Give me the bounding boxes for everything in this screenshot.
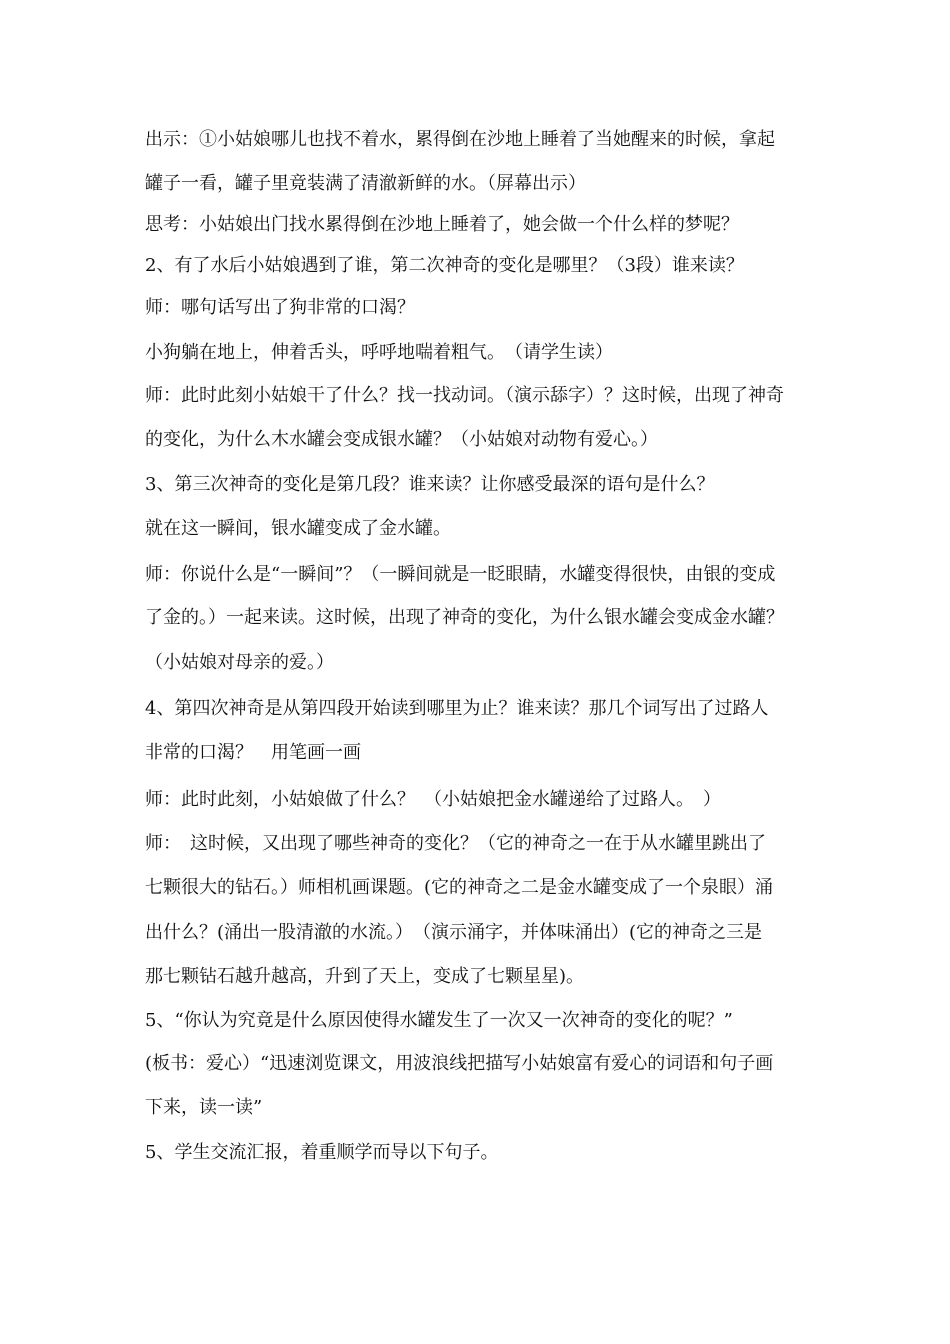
text-line: 七颗很大的钻石。）师相机画课题。(它的神奇之二是金水罐变成了一个泉眼）涌 [145, 877, 774, 898]
text-line: 师：你说什么是“一瞬间”？（一瞬间就是一眨眼睛，水罐变得很快，由银的变成 [145, 564, 776, 585]
text-line: 3、第三次神奇的变化是第几段？谁来读？让你感受最深的语句是什么？ [145, 474, 715, 495]
text-line: 了金的。）一起来读。这时候，出现了神奇的变化，为什么银水罐会变成金水罐？ [145, 607, 784, 628]
text-line: 思考：小姑娘出门找水累得倒在沙地上睡着了，她会做一个什么样的梦呢？ [145, 214, 739, 235]
text-line: 就在这一瞬间，银水罐变成了金水罐。 [145, 518, 451, 539]
text-line: 师：哪句话写出了狗非常的口渴？ [145, 297, 415, 318]
text-line: 那七颗钻石越升越高，升到了天上，变成了七颗星星)。 [145, 966, 585, 987]
text-line: （小姑娘对母亲的爱。） [145, 652, 334, 673]
text-line: 下来，读一读” [145, 1097, 263, 1118]
text-line: 出什么？(涌出一股清澈的水流。） （演示涌字，并体味涌出）(它的神奇之三是 [145, 922, 763, 943]
text-line: 2、有了水后小姑娘遇到了谁，第二次神奇的变化是哪里？（3段）谁来读？ [145, 255, 744, 276]
text-line: 师：此时此刻小姑娘干了什么？找一找动词。（演示舔字）？这时候，出现了神奇 [145, 385, 784, 406]
text-line: 出示：①小姑娘哪儿也找不着水，累得倒在沙地上睡着了当她醒来的时候，拿起 [145, 129, 775, 150]
text-line: (板书：爱心）“迅速浏览课文，用波浪线把描写小姑娘富有爱心的词语和句子画 [145, 1053, 774, 1074]
text-line: 师： 这时候，又出现了哪些神奇的变化？（它的神奇之一在于从水罐里跳出了 [145, 833, 766, 854]
text-line: 4、第四次神奇是从第四段开始读到哪里为止？谁来读？那几个词写出了过路人 [145, 698, 769, 719]
text-line: 小狗躺在地上，伸着舌头，呼呼地喘着粗气。 （请学生读） [145, 342, 613, 363]
text-line: 的变化，为什么木水罐会变成银水罐？（小姑娘对动物有爱心。） [145, 429, 658, 450]
text-line: 师：此时此刻，小姑娘做了什么？ （小姑娘把金水罐递给了过路人。 ） [145, 789, 721, 810]
text-line: 非常的口渴？ 用笔画一画 [145, 742, 361, 763]
text-line: 5、学生交流汇报，着重顺学而导以下句子。 [145, 1142, 499, 1163]
text-line: 5、“你认为究竟是什么原因使得水罐发生了一次又一次神奇的变化的呢？” [145, 1010, 733, 1031]
text-line: 罐子一看，罐子里竟装满了清澈新鲜的水。（屏幕出示） [145, 173, 586, 194]
